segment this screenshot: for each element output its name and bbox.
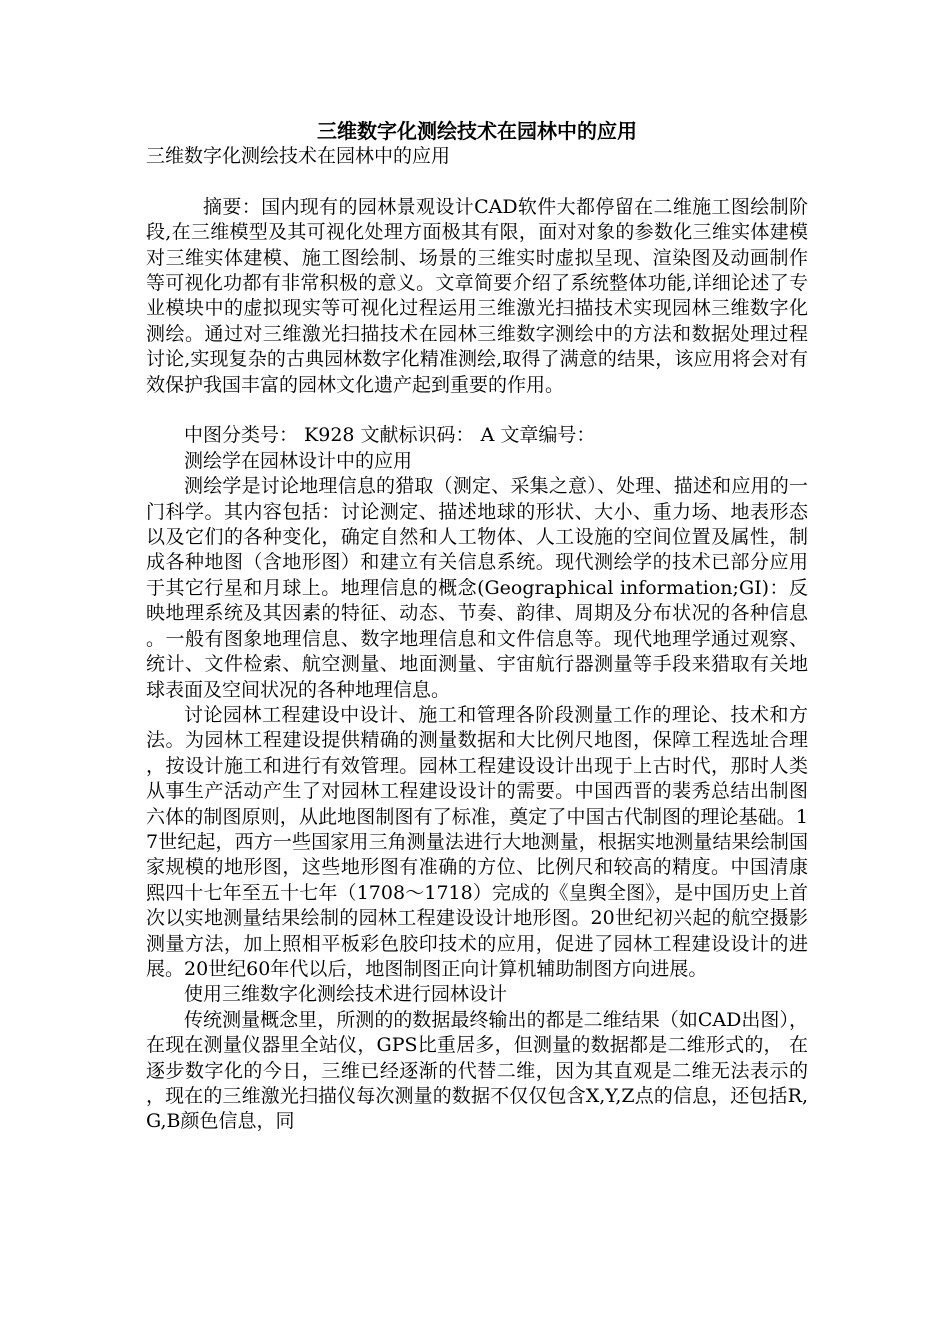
body-paragraph-surveying: 测绘学是讨论地理信息的猎取（测定、采集之意）、处理、描述和应用的一门科学。其内容包括：讨论测定、描述地球的形状、大小、重力场、地表形态以及它们的各种变化，确定自然和人工物体、人工设施的空间位置及属性，制成各种地图（含地形图）和建立有关信息系统。现代测绘学的技术已部分应用于其它行星和月球上。地理信息的概念(Geographical information;GI)：反映地理系统及其因素的特征、动态、节奏、韵律、周期及分布状况的各种信息。一般有图象地理信息、数字地理信息和文件信息等。现代地理学通过观察、统计、文件检索、航空测量、地面测量、宇宙航行器测量等手段来猎取有关地球表面及空间状况的各种地理信息。 xyxy=(146,475,808,701)
body-paragraph-3d-measurement: 传统测量概念里，所测的的数据最终输出的都是二维结果（如CAD出图），在现在测量仪器里全站仪，GPS比重居多，但测量的数据都是二维形式的， 在逐步数字化的今日，三维已经逐渐的代替二维，因为其直观是二维无法表示的，现在的三维激光扫描仪每次测量的数据不仅仅包含X,Y,Z点的信息，还包括R,G,B颜色信息，同 xyxy=(146,1008,808,1133)
body-paragraph-garden-engineering: 讨论园林工程建设中设计、施工和管理各阶段测量工作的理论、技术和方法。为园林工程建设提供精确的测量数据和大比例尺地图，保障工程选址合理，按设计施工和进行有效管理。园林工程建设设计出现于上古时代，那时人类从事生产活动产生了对园林工程建设设计的需要。中国西晋的裴秀总结出制图六体的制图原则，从此地图制图有了标准，奠定了中国古代制图的理论基础。17世纪起，西方一些国家用三角测量法进行大地测量，根据实地测量结果绘制国家规模的地形图，这些地形图有准确的方位、比例尺和较高的精度。中国清康熙四十七年至五十七年（1708～1718）完成的《皇舆全图》，是中国历史上首次以实地测量结果绘制的园林工程建设设计地形图。20世纪初兴起的航空摄影测量方法，加上照相平板彩色胶印技术的应用，促进了园林工程建设设计的进展。20世纪60年代以后，地图制图正向计算机辅助制图方向进展。 xyxy=(146,703,808,980)
document-page xyxy=(146,118,808,1135)
blank-line xyxy=(146,169,808,194)
document-title: 三维数字化测绘技术在园林中的应用 xyxy=(317,119,637,143)
document-subtitle: 三维数字化测绘技术在园林中的应用 xyxy=(146,145,451,167)
blank-line xyxy=(146,398,808,423)
classification-line: 中图分类号： K928 文献标识码： A 文章编号： xyxy=(184,424,596,447)
section-heading-surveying: 测绘学在园林设计中的应用 xyxy=(184,449,413,472)
section-heading-3d-design: 使用三维数字化测绘技术进行园林设计 xyxy=(184,983,508,1006)
abstract-paragraph: 摘要：国内现有的园林景观设计CAD软件大都停留在二维施工图绘制阶段,在三维模型及其可视化处理方面极其有限，面对对象的参数化三维实体建模对三维实体建模、施工图绘制、场景的三维实时虚拟呈现、渲染图及动画制作等可视化功都有非常积极的意义。文章简要介绍了系统整体功能,详细论述了专业模块中的虚拟现实等可视化过程运用三维激光扫描技术实现园林三维数字化测绘。通过对三维激光扫描技术在园林三维数字测绘中的方法和数据处理过程讨论,实现复杂的古典园林数字化精准测绘,取得了满意的结果，该应用将会对有效保护我国丰富的园林文化遗产起到重要的作用。 xyxy=(146,195,808,396)
